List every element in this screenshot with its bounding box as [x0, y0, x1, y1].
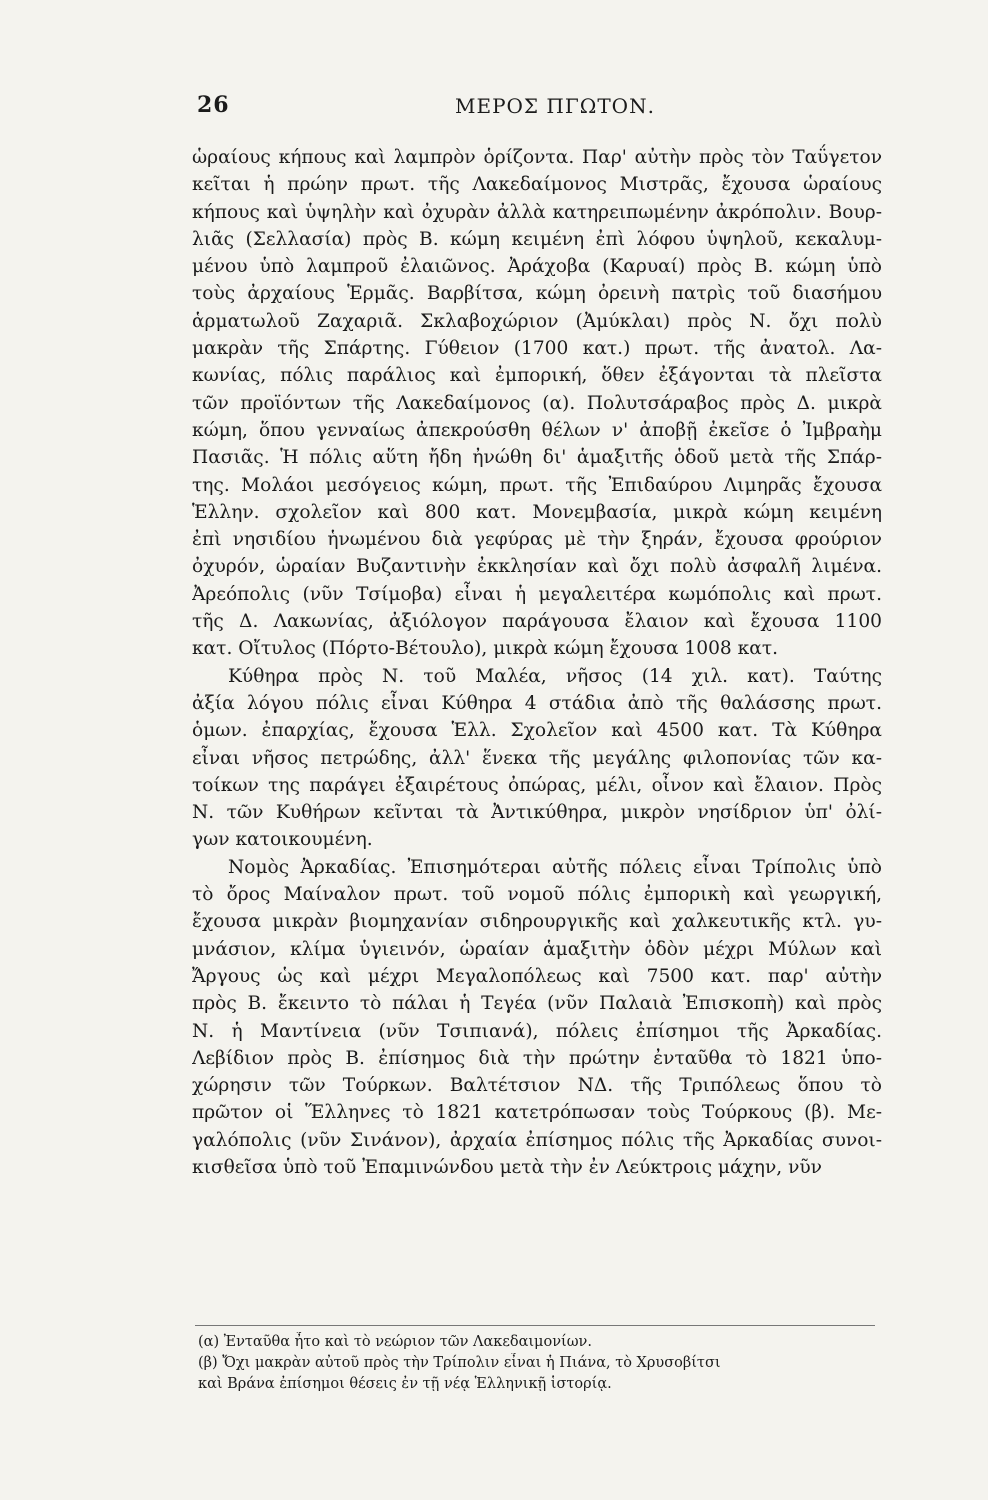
text-line: Ἀρεόπολις (νῦν Τσίμοβα) εἶναι ἡ μεγαλειτέρα κωμόπολις καὶ πρωτ.: [192, 583, 882, 605]
page-header: [197, 92, 877, 132]
text-line: Ἄργους ὡς καὶ μέχρι Μεγαλοπόλεως καὶ 7500 κατ. παρ' αὐτὴν: [192, 965, 882, 987]
text-line: κατ. Οἴτυλος (Πόρτο-Βέτουλο), μικρὰ κώμη ἔχουσα 1008 κατ.: [192, 638, 779, 660]
text-line: κωνίας, πόλις παράλιος καὶ ἐμπορική, ὅθεν ἐξάγονται τὰ πλεῖστα: [192, 365, 882, 387]
text-line: κεῖται ἡ πρώην πρωτ. τῆς Λακεδαίμονος Μιστρᾶς, ἔχουσα ὡραίους: [192, 174, 882, 196]
text-line: ὡραίους κήπους καὶ λαμπρὸν ὁρίζοντα. Παρ' αὐτὴν πρὸς τὸν Ταΰγετον: [192, 147, 882, 168]
footnote-line: (β) Ὄχι μακρὰν αὐτοῦ πρὸς τὴν Τρίπολιν εἶναι ἡ Πιάνα, τὸ Χρυσοβίτσι: [198, 1355, 721, 1371]
text-line: γαλόπολις (νῦν Σινάνον), ἀρχαία ἐπίσημος πόλις τῆς Ἀρκαδίας συνοι-: [192, 1129, 882, 1151]
text-line: Ν. ἡ Μαντίνεια (νῦν Τσιπιανά), πόλεις ἐπίσημοι τῆς Ἀρκαδίας.: [192, 1020, 882, 1042]
footnotes: [198, 1332, 878, 1395]
running-title: ΜΕΡΟΣ ΠΓΩΤΟΝ.: [455, 94, 655, 118]
page-number: 26: [197, 92, 230, 118]
text-line: ἐπὶ νησιδίου ἡνωμένου διὰ γεφύρας μὲ τὴν ξηράν, ἔχουσα φρούριον: [192, 529, 882, 551]
text-line: Ν. τῶν Κυθήρων κεῖνται τὰ Ἀντικύθηρα, μικρὸν νησίδριον ὑπ' ὀλί-: [192, 802, 882, 824]
text-line: τὸ ὄρος Μαίναλον πρωτ. τοῦ νομοῦ πόλις ἐμπορικὴ καὶ γεωργική,: [192, 884, 882, 906]
text-line: μένου ὑπὸ λαμπροῦ ἐλαιῶνος. Ἀράχοβα (Καρυαί) πρὸς Β. κώμη ὑπὸ: [192, 256, 882, 278]
text-line: ὀχυρόν, ὡραίαν Βυζαντινὴν ἐκκλησίαν καὶ ὄχι πολὺ ἀσφαλῆ λιμένα.: [192, 556, 882, 578]
text-line: Πασιᾶς. Ἡ πόλις αὕτη ἤδη ἠνώθη δι' ἁμαξιτῆς ὁδοῦ μετὰ τῆς Σπάρ-: [192, 447, 882, 469]
footnote-line: καὶ Βράνα ἐπίσημοι θέσεις ἐν τῇ νέᾳ Ἑλληνικῇ ἱστορίᾳ.: [198, 1376, 612, 1392]
text-line: εἶναι νῆσος πετρώδης, ἀλλ' ἕνεκα τῆς μεγάλης φιλοπονίας τῶν κα-: [192, 747, 882, 769]
text-line: τῶν προϊόντων τῆς Λακεδαίμονος (α). Πολυτσάραβος πρὸς Δ. μικρὰ: [192, 392, 882, 414]
text-line: κήπους καὶ ὑψηλὴν καὶ ὀχυρὰν ἀλλὰ κατηρειπωμένην ἀκρόπολιν. Βουρ-: [192, 201, 882, 223]
text-line: μακρὰν τῆς Σπάρτης. Γύθειον (1700 κατ.) πρωτ. τῆς ἀνατολ. Λα-: [192, 338, 882, 360]
text-line: Νομὸς Ἀρκαδίας. Ἐπισημότεραι αὐτῆς πόλεις εἶναι Τρίπολις ὑπὸ: [228, 856, 882, 878]
text-line: κισθεῖσα ὑπὸ τοῦ Ἐπαμινώνδου μετὰ τὴν ἐν Λεύκτροις μάχην, νῦν: [192, 1156, 822, 1178]
text-line: λιᾶς (Σελλασία) πρὸς Β. κώμη κειμένη ἐπὶ λόφου ὑψηλοῦ, κεκαλυμ-: [192, 228, 882, 250]
text-line: Ἑλλην. σχολεῖον καὶ 800 κατ. Μονεμβασία, μικρὰ κώμη κειμένη: [192, 501, 882, 523]
text-line: τοὺς ἀρχαίους Ἑρμᾶς. Βαρβίτσα, κώμη ὀρεινὴ πατρὶς τοῦ διασήμου: [192, 283, 882, 305]
text-line: ἔχουσα μικρὰν βιομηχανίαν σιδηρουργικῆς καὶ χαλκευτικῆς κτλ. γυ-: [192, 911, 882, 933]
text-line: κώμη, ὅπου γενναίως ἀπεκρούσθη θέλων ν' ἀποβῇ ἐκεῖσε ὁ Ἰμβραὴμ: [192, 419, 882, 441]
text-line: πρῶτον οἱ Ἕλληνες τὸ 1821 κατετρόπωσαν τοὺς Τούρκους (β). Με-: [192, 1102, 882, 1124]
footnote-line: (α) Ἐνταῦθα ἦτο καὶ τὸ νεώριον τῶν Λακεδαιμονίων.: [198, 1334, 592, 1350]
text-line: γων κατοικουμένη.: [192, 829, 373, 851]
text-line: Κύθηρα πρὸς Ν. τοῦ Μαλέα, νῆσος (14 χιλ. κατ). Ταύτης: [228, 665, 882, 687]
text-line: πρὸς Β. ἔκειντο τὸ πάλαι ἡ Τεγέα (νῦν Παλαιὰ Ἐπισκοπὴ) καὶ πρὸς: [192, 993, 882, 1015]
text-line: ἁρματωλοῦ Ζαχαριᾶ. Σκλαβοχώριον (Ἀμύκλαι) πρὸς Ν. ὄχι πολὺ: [192, 310, 882, 332]
text-line: ἀξία λόγου πόλις εἶναι Κύθηρα 4 στάδια ἀπὸ τῆς θαλάσσης πρωτ.: [192, 692, 882, 714]
text-line: Λεβίδιον πρὸς Β. ἐπίσημος διὰ τὴν πρώτην ἐνταῦθα τὸ 1821 ὑπο-: [192, 1047, 882, 1069]
text-line: ὁμων. ἐπαρχίας, ἔχουσα Ἑλλ. Σχολεῖον καὶ 4500 κατ. Τὰ Κύθηρα: [192, 720, 882, 742]
text-line: μνάσιον, κλίμα ὑγιεινόν, ὡραίαν ἁμαξιτὴν ὁδὸν μέχρι Μύλων καὶ: [192, 938, 882, 960]
footnote-divider: [195, 1325, 875, 1326]
text-line: τῆς Δ. Λακωνίας, ἀξιόλογον παράγουσα ἔλαιον καὶ ἔχουσα 1100: [192, 611, 882, 633]
text-line: τοίκων της παράγει ἐξαιρέτους ὀπώρας, μέλι, οἶνον καὶ ἔλαιον. Πρὸς: [192, 774, 882, 796]
body-text: [192, 144, 882, 1181]
text-line: της. Μολάοι μεσόγειος κώμη, πρωτ. τῆς Ἐπιδαύρου Λιμηρᾶς ἔχουσα: [192, 474, 882, 496]
text-line: χώρησιν τῶν Τούρκων. Βαλτέτσιον ΝΔ. τῆς Τριπόλεως ὅπου τὸ: [192, 1075, 882, 1097]
